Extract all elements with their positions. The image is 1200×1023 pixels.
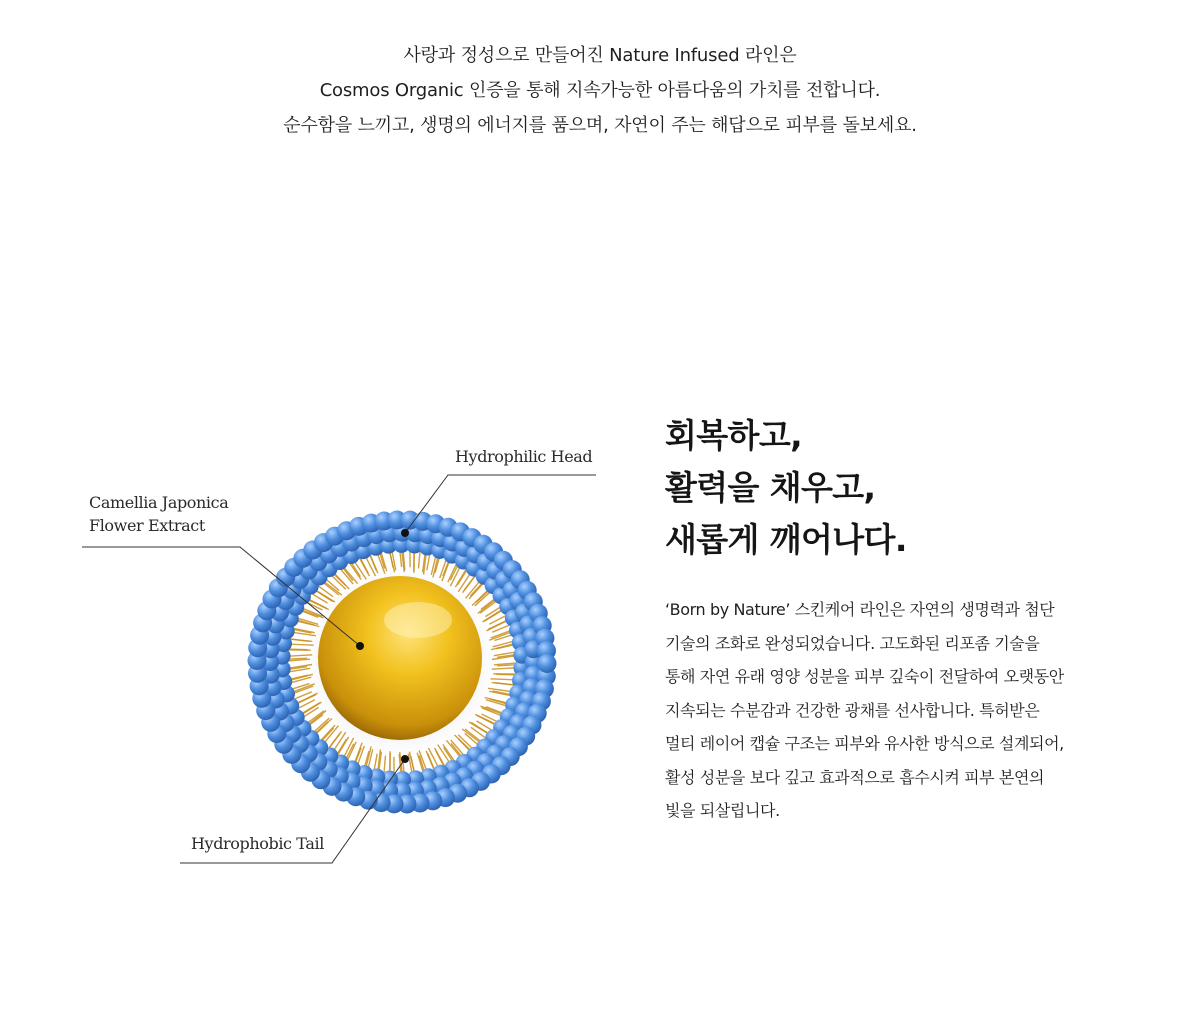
camellia-extract-label-line: Flower Extract (89, 516, 205, 535)
headline-line: 회복하고, (665, 416, 803, 455)
hydrophilic-head-label: Hydrophilic Head (455, 447, 593, 466)
body-line: ‘Born by Nature’ 스킨케어 라인은 자연의 생명력과 첨단 (665, 600, 1055, 619)
intro-line: 사랑과 정성으로 만들어진 Nature Infused 라인은 (403, 45, 797, 66)
hydrophobic-tail-label: Hydrophobic Tail (191, 834, 324, 853)
core-highlight (384, 602, 452, 638)
head-marker-dot (401, 529, 409, 537)
body-line: 빛을 되살립니다. (665, 801, 780, 820)
camellia-extract-label-line: Camellia Japonica (89, 493, 229, 512)
intro-line: 순수함을 느끼고, 생명의 에너지를 품으며, 자연이 주는 해답으로 피부를 돌보세요. (283, 115, 917, 136)
intro-line: Cosmos Organic 인증을 통해 지속가능한 아름다움의 가치를 전합니다. (319, 80, 881, 101)
camellia-extract-label (89, 491, 228, 537)
body-line: 지속되는 수분감과 건강한 광채를 선사합니다. 특허받은 (665, 700, 1040, 720)
body-line: 기술의 조화로 완성되었습니다. 고도화된 리포좀 기술을 (665, 633, 1040, 653)
headline-line: 활력을 채우고, (665, 468, 876, 507)
body-line: 통해 자연 유래 영양 성분을 피부 깊숙이 전달하여 오랫동안 (665, 667, 1064, 686)
body-line: 멀티 레이어 캡슐 구조는 피부와 유사한 방식으로 설계되어, (665, 734, 1064, 753)
body-line: 활성 성분을 보다 깊고 효과적으로 흡수시켜 피부 본연의 (665, 767, 1045, 787)
body-copy (665, 593, 1135, 828)
flower-marker-dot (356, 642, 364, 650)
tail-marker-dot (401, 755, 409, 763)
lipid-head-bead (538, 654, 557, 673)
headline-line: 새롭게 깨어나다. (665, 520, 907, 559)
intro-text (0, 38, 1200, 143)
headline (665, 410, 907, 566)
active-core (318, 576, 482, 740)
